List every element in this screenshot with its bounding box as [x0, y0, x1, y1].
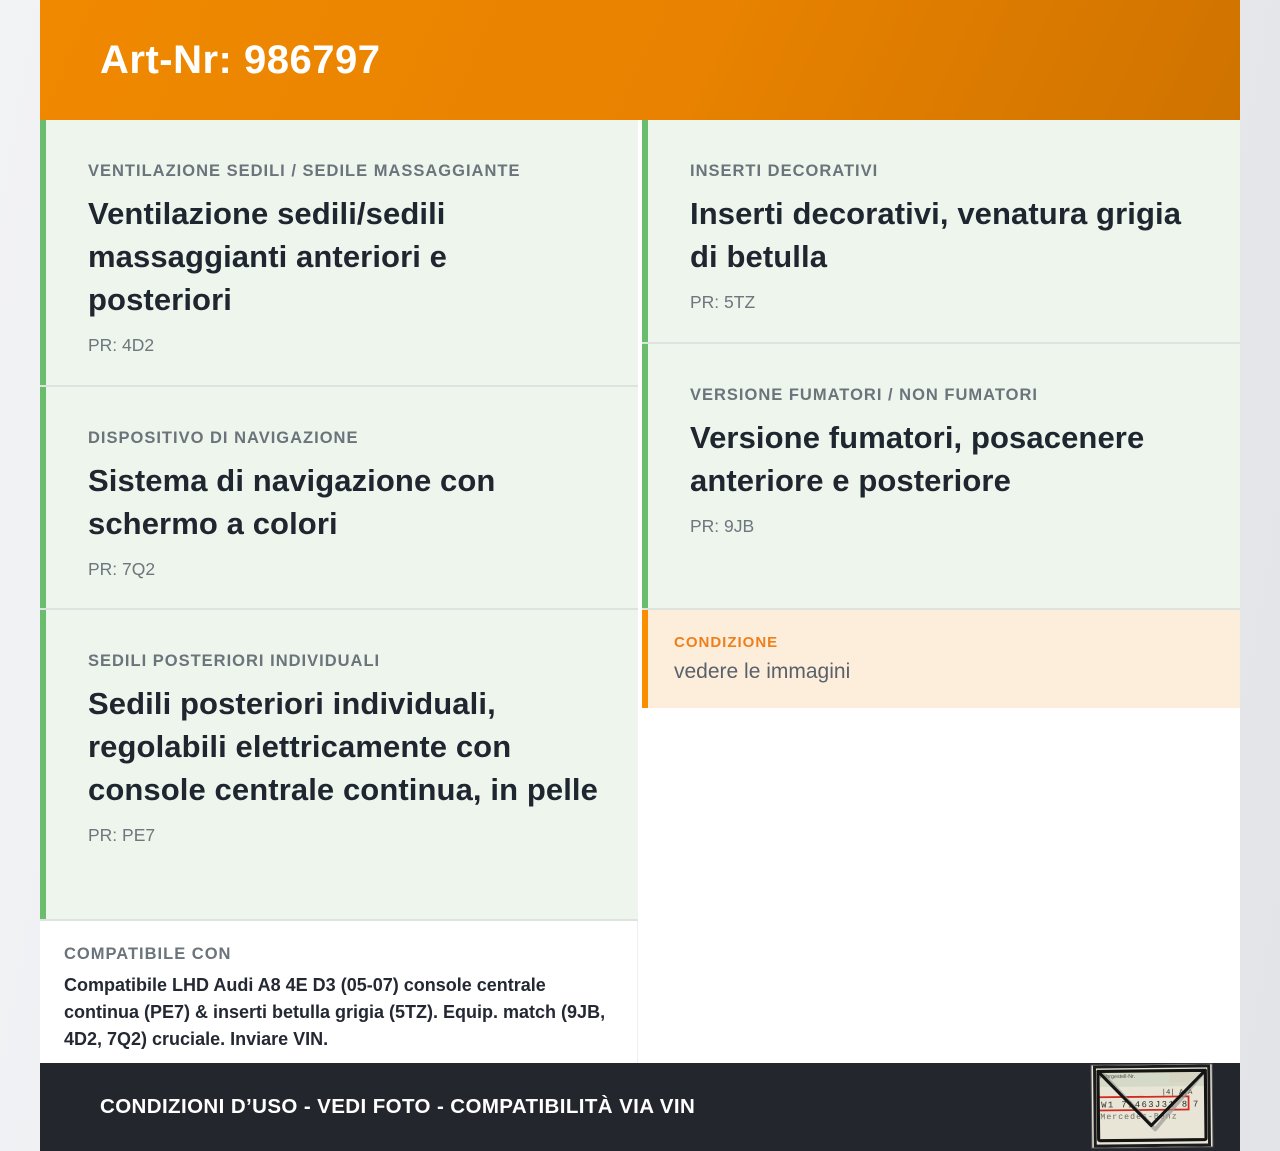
left-column [40, 120, 638, 1063]
footer-conditions-text: CONDIZIONI D’USO - VEDI FOTO - COMPATIBILITÀ VIA VIN [100, 1095, 696, 1118]
stamp-heading-text: Fahrgestell-Nr. [1099, 1073, 1136, 1081]
stamp-vin-text: W1 71463J31 8 [1101, 1099, 1189, 1111]
feature-pr-code: PR: 5TZ [690, 292, 756, 313]
condition-card [642, 610, 1240, 708]
feature-grid [40, 120, 1240, 1063]
footer-bar [40, 1063, 1240, 1151]
compatibility-label: COMPATIBILE CON [64, 945, 232, 963]
feature-label: DISPOSITIVO DI NAVIGAZIONE [88, 429, 359, 447]
feature-title: Versione fumatori, posacenere anteriore e posteriore [690, 420, 1145, 499]
feature-card-smoker-version [642, 344, 1240, 608]
condition-value: vedere le immagini [674, 660, 851, 683]
right-column [642, 120, 1240, 1063]
feature-pr-code: PR: 4D2 [88, 335, 155, 356]
compatibility-card [40, 921, 638, 1063]
vin-envelope-thumbnail [1092, 1064, 1213, 1147]
feature-label: INSERTI DECORATIVI [690, 162, 879, 180]
article-number-header [40, 0, 1240, 120]
feature-title: Ventilazione sedili/sedili massaggianti anteriori e posteriori [88, 196, 448, 318]
content-container [40, 0, 1240, 1151]
feature-pr-code: PR: PE7 [88, 825, 156, 846]
feature-title: Inserti decorativi, venatura grigia di betulla [690, 196, 1182, 275]
feature-label: SEDILI POSTERIORI INDIVIDUALI [88, 652, 381, 670]
feature-label: VENTILAZIONE SEDILI / SEDILE MASSAGGIANTE [88, 162, 521, 180]
feature-title: Sistema di navigazione con schermo a colori [88, 463, 496, 542]
feature-card-seat-ventilation [40, 120, 638, 385]
feature-pr-code: PR: 7Q2 [88, 559, 156, 580]
feature-pr-code: PR: 9JB [690, 516, 755, 537]
stamp-brand-text: Mercedes-Benz [1100, 1112, 1178, 1123]
article-number-title: Art-Nr: 986797 [100, 37, 381, 82]
compatibility-text: Compatibile LHD Audi A8 4E D3 (05-07) console centrale continua (PE7) & inserti betulla grigia (5TZ). Equip. match (9JB, 4D2, 7Q2) cruciale. Inviare VIN. [64, 975, 606, 1050]
feature-card-navigation [40, 387, 638, 608]
feature-label: VERSIONE FUMATORI / NON FUMATORI [690, 386, 1038, 404]
envelope-vin-icon [1092, 1064, 1213, 1147]
feature-card-decor-inserts [642, 120, 1240, 342]
condition-label: CONDIZIONE [674, 634, 779, 651]
feature-card-rear-seats [40, 610, 638, 919]
stamp-corner-mark: |4| A|A [1161, 1088, 1193, 1098]
empty-area [642, 708, 1240, 1063]
stamp-vin-suffix: 7 [1192, 1099, 1199, 1110]
feature-title: Sedili posteriori individuali, regolabili elettricamente con console centrale continua, in pelle [88, 686, 598, 808]
